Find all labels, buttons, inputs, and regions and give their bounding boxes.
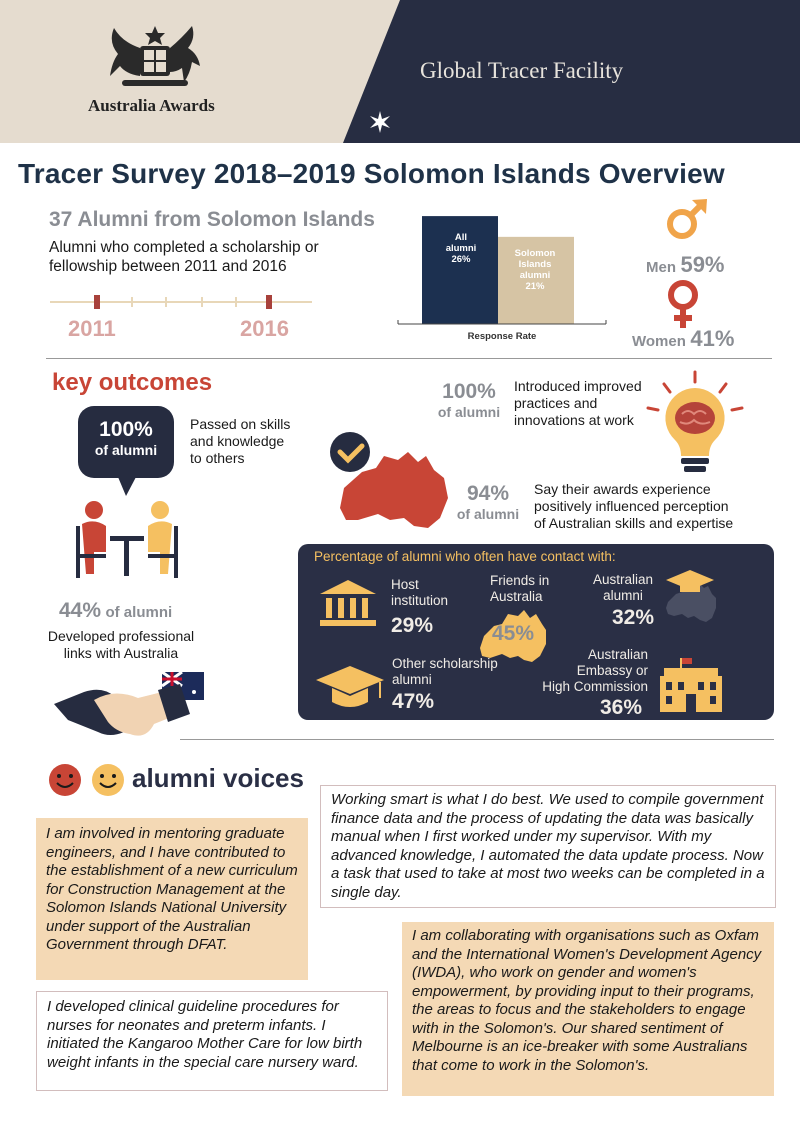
page-title: Tracer Survey 2018–2019 Solomon Islands Overview [18, 158, 725, 189]
bar-solomon-label-line1: Solomon [514, 248, 556, 259]
women-label: Women [632, 333, 686, 350]
host-label-line1: Host [391, 577, 419, 592]
bar-all-label [428, 232, 494, 265]
alumni-description: Alumni who completed a scholarship or fellowship between 2011 and 2016 [49, 239, 319, 275]
perception-sub: of alumni [456, 506, 520, 522]
quote-engineering: I am involved in mentoring graduate engineers, and I have contributed to the establishment of a new curriculum for Construction Management at the Solomon Islands National University under support of the Australian Government through DFAT. [36, 818, 308, 980]
improved-sub: of alumni [437, 404, 501, 420]
men-stat [646, 252, 725, 278]
quote-finance: Working smart is what I do best. We used to compile government finance data and the process of updating the data was basically manual when I first worked under my supervisor. With my advanced knowledge, I automated the data update process. Now a task that used to take at most two weeks can be completed in a single day. [320, 785, 776, 908]
year-end: 2016 [240, 316, 289, 341]
bar-solomon-label-line2: Islands [518, 259, 552, 270]
timeline [50, 292, 312, 312]
aus-alumni-label [586, 572, 660, 604]
contact-heading: Percentage of alumni who often have contact with: [314, 549, 616, 564]
host-label-line2: institution [391, 593, 449, 608]
passed-sub: of alumni [94, 442, 158, 458]
aus-alumni-label-line2: alumni [603, 588, 643, 603]
embassy-label [530, 647, 648, 695]
institution-icon [318, 578, 378, 628]
passed-text-line1: Passed on skills [190, 416, 291, 432]
perception-text-line2: positively influenced perception [534, 498, 729, 514]
mortarboard-icon [314, 664, 386, 710]
other-value: 47% [392, 690, 435, 713]
male-symbol-icon [664, 196, 710, 242]
bar-solomon-label-line3: alumni [519, 270, 551, 281]
links-text [38, 628, 204, 662]
improved-text-line2: practices and [514, 395, 598, 411]
passed-pct: 100% [99, 418, 153, 441]
women-stat [632, 326, 734, 352]
bar-all-value: 26% [451, 254, 471, 265]
friends-value: 45% [492, 622, 535, 645]
key-outcomes-heading: key outcomes [52, 369, 213, 396]
smiley-faces-icon [48, 763, 126, 799]
links-text-line1: Developed professional [47, 628, 195, 644]
aus-alumni-value: 32% [612, 606, 655, 629]
improved-text-line1: Introduced improved [514, 378, 642, 394]
other-label-line2: alumni [392, 672, 432, 687]
australia-check-icon [322, 428, 462, 540]
facility-title: Global Tracer Facility [420, 58, 624, 83]
host-label [391, 577, 448, 609]
passed-stat [78, 418, 174, 458]
aus-alumni-label-line1: Australian [592, 572, 654, 587]
improved-text [514, 378, 642, 429]
quote-collaboration: I am collaborating with organisations such as Oxfam and the International Women's Development Agency (IWDA), who work on gender and women's empowerment, by providing input to their programs, the areas to focus and the stakeholders to engage with in the Solomon's. Our shared sentiment of Melbourne is an ice-breaker with some Australians that come to work in the Solomon's. [402, 922, 774, 1096]
quote-nursing: I developed clinical guideline procedures for nurses for neonates and preterm infants. I initiated the Kangaroo Mother Care for low birth weight infants in the special care nursery ward. [36, 991, 388, 1091]
links-stat [59, 599, 172, 623]
bar-solomon-value: 21% [525, 281, 545, 292]
bar-all-label-line2: alumni [445, 243, 477, 254]
passed-text-line3: to others [190, 450, 245, 466]
other-label-line1: Other scholarship [392, 656, 498, 671]
embassy-value: 36% [600, 696, 643, 719]
star-icon [368, 110, 392, 134]
alumni-voices-heading: alumni voices [132, 763, 304, 793]
coat-of-arms-icon [100, 22, 210, 96]
year-start: 2011 [68, 316, 116, 341]
improved-text-line3: innovations at work [514, 412, 634, 428]
logo-text: Australia Awards [88, 96, 215, 115]
friends-label-line1: Friends in [490, 573, 550, 588]
links-sub: of alumni [105, 604, 173, 621]
men-value: 59% [680, 252, 725, 277]
perception-text-line3: of Australian skills and expertise [534, 515, 734, 531]
perception-text-line1: Say their awards experience [534, 481, 711, 497]
perception-stat [452, 482, 524, 522]
improved-stat [434, 380, 504, 420]
divider-top [46, 358, 772, 359]
passed-text-line2: and knowledge [190, 433, 285, 449]
embassy-label-line1: Australian [587, 647, 648, 662]
friends-label-line2: Australia [490, 589, 543, 604]
embassy-label-line2: Embassy or [576, 663, 648, 678]
perception-text [534, 481, 733, 532]
passed-text [190, 416, 290, 467]
host-value: 29% [391, 614, 434, 637]
links-text-line2: links with Australia [63, 645, 179, 661]
female-symbol-icon [663, 280, 703, 330]
lightbulb-brain-icon [640, 370, 750, 480]
friends-label [490, 573, 549, 605]
bar-solomon-label [502, 248, 568, 292]
other-label [392, 656, 498, 688]
men-label: Men [646, 259, 676, 276]
response-rate-label: Response Rate [467, 331, 537, 342]
links-pct: 44% [59, 599, 102, 622]
improved-pct: 100% [442, 380, 496, 403]
perception-pct: 94% [466, 482, 510, 505]
divider-bottom [180, 739, 774, 740]
bar-all-label-line1: All [454, 232, 468, 243]
embassy-building-icon [656, 656, 726, 716]
handshake-icon [50, 664, 210, 740]
graduate-map-icon [664, 568, 716, 624]
alumni-count: 37 Alumni from Solomon Islands [49, 208, 375, 231]
embassy-label-line3: High Commission [542, 679, 648, 694]
people-meeting-icon [72, 496, 182, 584]
women-value: 41% [690, 326, 735, 351]
